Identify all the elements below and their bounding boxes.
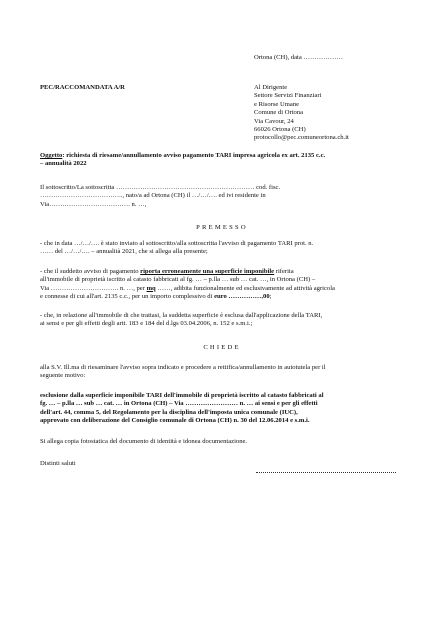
premesso-text: Via …………………………. n. …, per xyxy=(40,284,147,292)
premesso-emphasis: riporta erroneamente una superficie imponibile xyxy=(140,268,275,275)
chiede-reason-line: esclusione dalla superficie imponibile TARI dell'immobile di proprietà iscritto al catasto fabbricati al xyxy=(40,392,324,399)
recipient-block xyxy=(254,84,349,143)
intro-line: Via………………………………. n. …, xyxy=(40,200,147,208)
place-date: Ortona (CH), data ……………… xyxy=(254,54,343,61)
premesso-line: …… del …/…/…. – annualità 2021, che si allega alla presente; xyxy=(40,248,208,256)
salutation: Distinti saluti xyxy=(40,460,76,467)
chiede-line: alla S.V. Ill.ma di riesaminare l'avviso sopra indicato e procedere a rettifica/annullamento in autotutela per il xyxy=(40,364,326,371)
recipient-line: 66026 Ortona (CH) xyxy=(254,126,306,134)
chiede-heading: CHIEDE xyxy=(203,344,241,351)
premesso-line: all'immobile di proprietà iscritto al catasto fabbricati al fg. … – p.lla … sub … cat. …, in Ortona (CH) – xyxy=(40,276,316,284)
recipient-line: e Risorse Umane xyxy=(254,100,300,108)
chiede-line: seguente motivo: xyxy=(40,372,86,380)
premesso-text: riferita xyxy=(274,268,294,275)
chiede-reason xyxy=(40,392,404,426)
recipient-line: Settore Servizi Finanziari xyxy=(254,92,322,100)
intro-line: ……………………………….., nato/a ad Ortona (CH) il …/…/…. ed ivi residente in xyxy=(40,192,266,200)
intro-line: Il sottoscritto/La sottoscritta ……………………………………………………… cod. fisc. xyxy=(40,184,281,191)
premesso-item-2 xyxy=(40,268,404,302)
premesso-line: ai sensi e per gli effetti degli artt. 183 e 184 del d.lgs 03.04.2006, n. 152 e s.m.i.; xyxy=(40,320,253,328)
premesso-line: - che, in relazione all'immobile di che trattasi, la suddetta superficie è esclusa dall'applicazione della TARI, xyxy=(40,312,323,319)
premesso-item-3 xyxy=(40,312,404,329)
recipient-line: Comune di Ortona xyxy=(254,109,304,117)
subject-text: : richiesta di riesame/annullamento avviso pagamento TARI impresa agricola ex art. 2135 c.c. xyxy=(62,152,326,159)
chiede-reason-line: dell'art. 44, comma 5, del Regolamento per la disciplina dell'imposta unica comunale (IUC), xyxy=(40,408,298,416)
subject-text-cont: – annualità 2022 xyxy=(40,160,87,168)
recipient-email: protocollo@pec.comuneortona.ch.it xyxy=(254,134,349,142)
recipient-line: Al Dirigente xyxy=(254,84,288,91)
premesso-item-1 xyxy=(40,240,404,257)
attachment-note: Si allega copia fotostatica del documento di identità e idonea documentazione. xyxy=(40,438,248,445)
premesso-line: - che in data …/…/…. è stato inviato al sottoscritto/alla sottoscritta l'avviso di pagamento TARI prot. n. xyxy=(40,240,314,247)
premesso-text: ; xyxy=(269,293,272,301)
premesso-heading: PREMESSO xyxy=(196,224,248,231)
premesso-text: ……, adibita funzionalmente ed esclusivamente ad attività agricola xyxy=(155,284,335,292)
recipient-line: Via Cavour, 24 xyxy=(254,117,294,125)
subject xyxy=(40,152,404,169)
premesso-line xyxy=(40,268,404,276)
premesso-emphasis: euro ……………,00 xyxy=(214,293,270,301)
chiede-reason-line: fg. … – p.lla … sub … cat. … in Ortona (CH) – Via …………………… n. … ai sensi e per gli effetti xyxy=(40,400,318,408)
chiede-intro xyxy=(40,364,404,381)
signature-line xyxy=(256,472,396,473)
subject-label: Oggetto xyxy=(40,152,63,159)
premesso-emphasis: mq xyxy=(146,284,156,292)
premesso-text: e connesse di cui all'art. 2135 c.c., per un importo complessivo di xyxy=(40,293,215,301)
premesso-line xyxy=(40,285,404,293)
delivery-method: PEC/RACCOMANDATA A/R xyxy=(40,84,125,91)
premesso-text: - che il suddetto avviso di pagamento xyxy=(40,268,141,275)
chiede-reason-line: approvato con deliberazione del Consiglio comunale di Ortona (CH) n. 30 del 12.06.2014 e s.m.i. xyxy=(40,417,310,425)
premesso-line xyxy=(40,293,404,301)
intro-paragraph xyxy=(40,184,404,209)
